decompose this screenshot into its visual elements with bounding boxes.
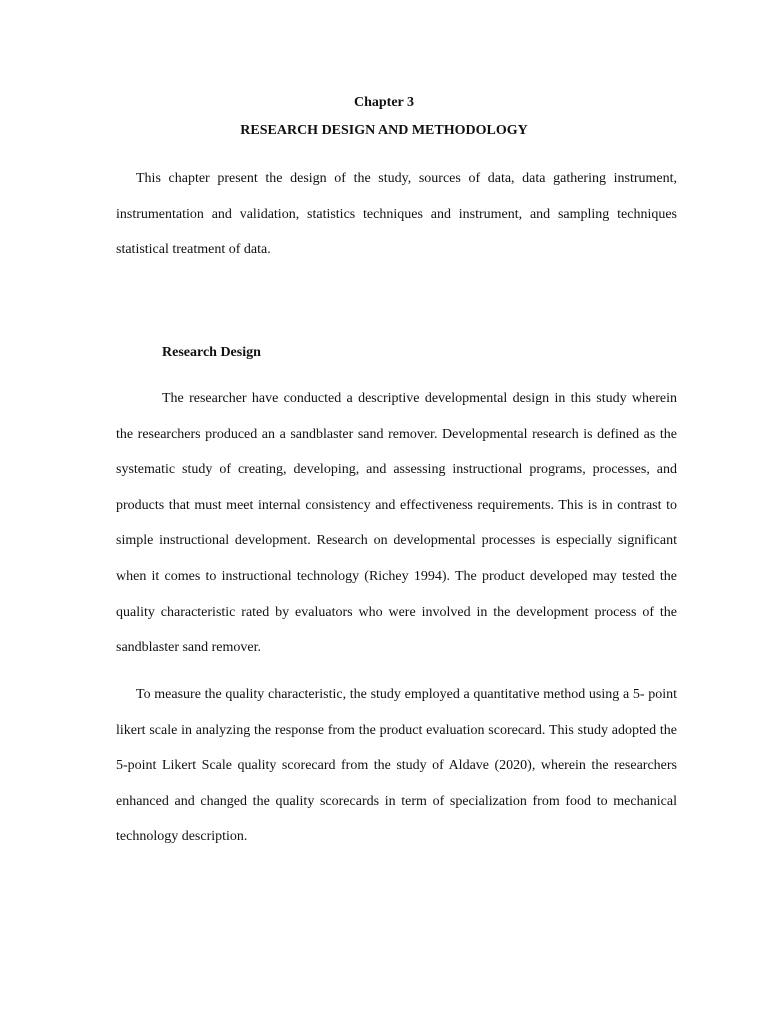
section-heading-research-design: Research Design — [162, 345, 261, 360]
chapter-title: RESEARCH DESIGN AND METHODOLOGY — [240, 123, 528, 138]
research-design-paragraph-2: To measure the quality characteristic, the study employed a quantitative method using a 5- point likert scale in analyzing the response from the product evaluation scorecard. This study adopted the 5-point Likert Scale quality scorecard from the study of Aldave (2020), wherein the researchers enhanced and changed the quality scorecards in term of specialization from food to mechanical technology description. — [116, 687, 677, 845]
intro-paragraph: This chapter present the design of the study, sources of data, data gathering instrument, instrumentation and validation, statistics techniques and instrument, and sampling techniques statistical treatment of data. — [116, 171, 677, 258]
chapter-label: Chapter 3 — [353, 95, 415, 110]
research-design-paragraph-1: The researcher have conducted a descriptive developmental design in this study wherein the researchers produced an a sandblaster sand remover. Developmental research is defined as the systematic study of creating, developing, and assessing instructional programs, processes, and products that must meet internal consistency and effectiveness requirements. This is in contrast to simple instructional development. Research on developmental processes is especially significant when it comes to instructional technology (Richey 1994). The product developed may tested the quality characteristic rated by evaluators who were involved in the development process of the sandblaster sand remover. — [116, 391, 677, 656]
